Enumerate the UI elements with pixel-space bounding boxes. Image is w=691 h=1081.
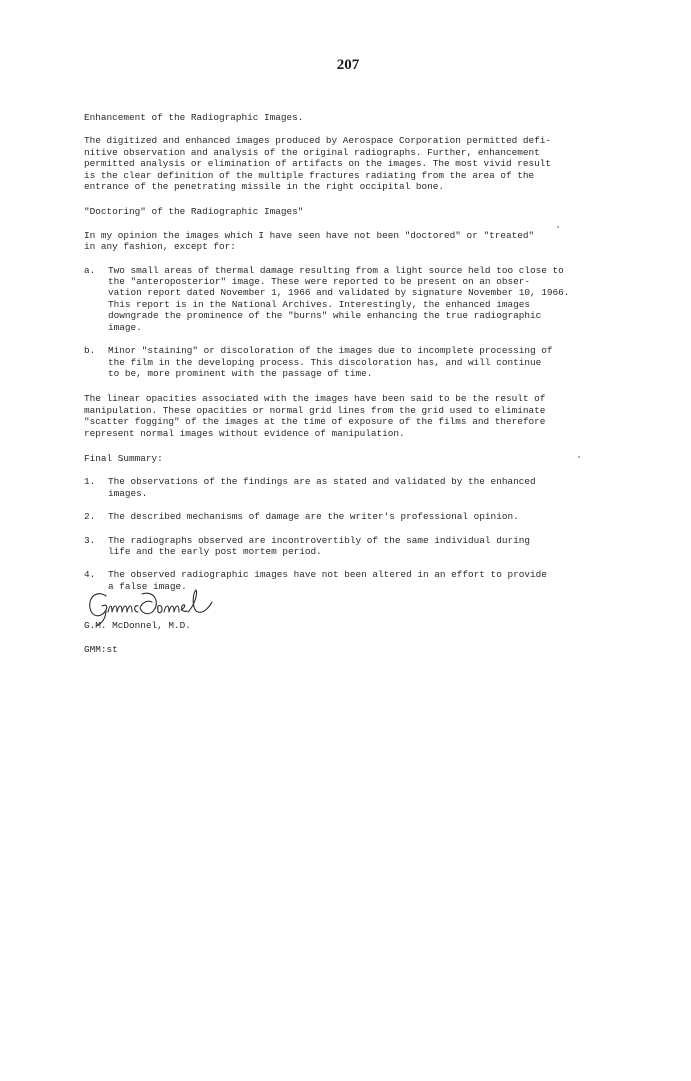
doctoring-paragraph: In my opinion the images which I have seen have not been "doctored" or "treated" in any fashion, except for: xyxy=(84,229,535,253)
summary-text: The observed radiographic images have not been altered in an effort to provide a false image. xyxy=(108,569,547,592)
summary-item-3 xyxy=(84,535,584,558)
list-item-text: Minor "staining" or discoloration of the images due to incomplete processing of the film in the developing process. This discoloration has, and will continue to be, more prominent with the passage of time. xyxy=(108,345,553,379)
typist-initials: GMM:st xyxy=(84,644,118,655)
list-marker: b. xyxy=(84,345,96,357)
linear-opacities-paragraph: The linear opacities associated with the images have been said to be the result of manipulation. These opacities or normal grid lines from the grid used to eliminate "scatter fogging" of the images at the time of exposure of the films and therefore represent normal images without evidence of manipulation. xyxy=(84,393,546,439)
document-body xyxy=(84,112,584,604)
summary-marker: 4. xyxy=(84,569,96,581)
summary-marker: 2. xyxy=(84,511,96,523)
summary-text: The radiographs observed are incontrovertibly of the same individual during life and the early post mortem period. xyxy=(108,534,530,557)
summary-text: The described mechanisms of damage are the writer's professional opinion. xyxy=(108,511,519,523)
scan-speck xyxy=(578,456,580,458)
list-item-a xyxy=(84,265,584,333)
enhancement-heading: Enhancement of the Radiographic Images. xyxy=(84,112,304,123)
summary-text: The observations of the findings are as stated and validated by the enhanced images. xyxy=(108,476,536,499)
doctoring-heading: "Doctoring" of the Radiographic Images" xyxy=(84,206,304,218)
list-item-text: Two small areas of thermal damage resulting from a light source held too close to the "anteroposterior" image. These were reported to be present on an obser- vation report dated November 1, 1966 and validated by signature November 10, 1966. This report is in the National Archives. Interestingly, the enhanced images downgrade the prominence of the "burns" while enhancing the true radiographic image. xyxy=(108,264,570,333)
summary-item-1 xyxy=(84,476,584,499)
summary-marker: 1. xyxy=(84,476,96,488)
signature-block xyxy=(84,588,284,638)
summary-item-2 xyxy=(84,511,584,522)
page-number: 207 xyxy=(336,57,360,73)
list-item-b xyxy=(84,345,584,379)
enhancement-paragraph: The digitized and enhanced images produced by Aerospace Corporation permitted defi- nitive observation and analysis of the original radiographs. Further, enhancement permitted analysis or elimination of artifacts on the images. The most vivid result is the clear definition of the multiple fractures radiating from the area of the entrance of the penetrating missile in the right occipital bone. xyxy=(84,135,551,193)
summary-heading: Final Summary: xyxy=(84,452,163,464)
scan-speck xyxy=(557,226,559,228)
list-marker: a. xyxy=(84,264,96,276)
summary-marker: 3. xyxy=(84,534,96,546)
signer-name: G.M. McDonnel, M.D. xyxy=(84,620,191,631)
